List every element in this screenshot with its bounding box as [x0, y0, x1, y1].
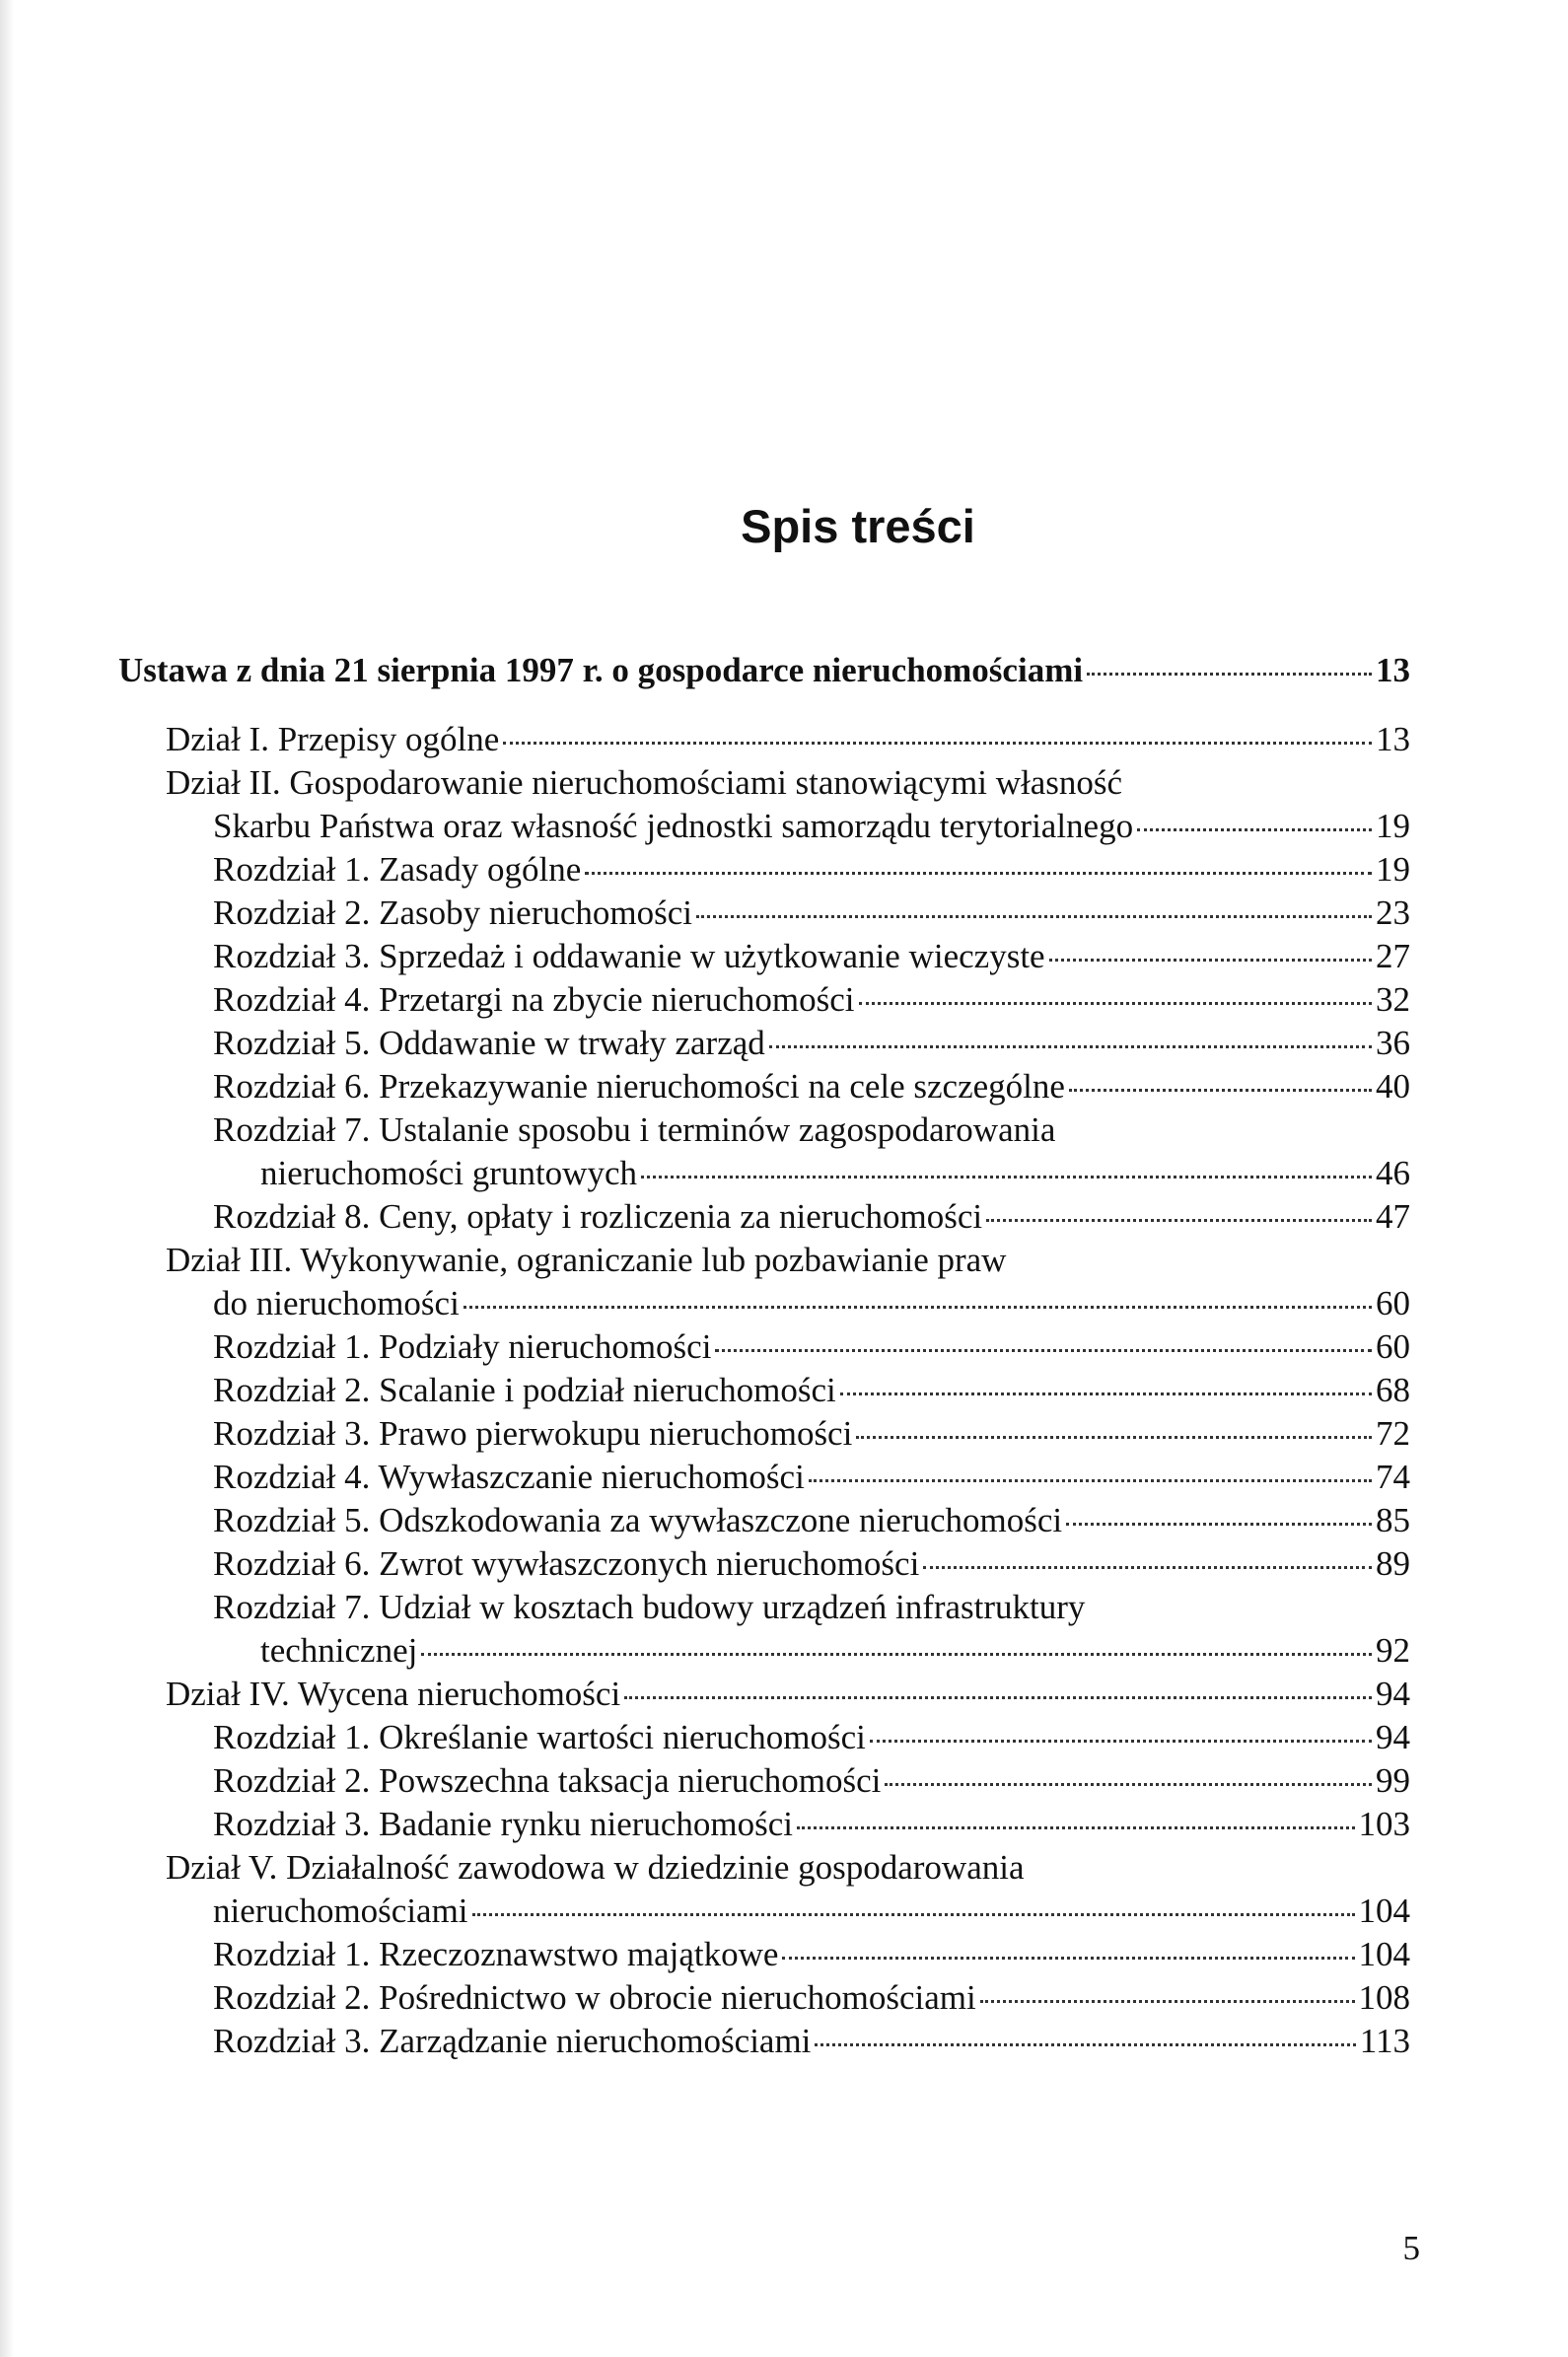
toc-entry-text: Rozdział 2. Pośrednictwo w obrocie nieruchomościami: [213, 1978, 976, 2017]
toc-entry-text: Rozdział 3. Sprzedaż i oddawanie w użytkowanie wieczyste: [213, 937, 1045, 975]
toc-entry-text: nieruchomości gruntowych: [260, 1154, 637, 1192]
toc-entry-page: 99: [1376, 1761, 1410, 1800]
toc-entry-text: Rozdział 2. Powszechna taksacja nieruchomości: [213, 1761, 882, 1800]
toc-leader-dots: [797, 1826, 1354, 1829]
toc-entry-section: [118, 1673, 1410, 1716]
toc-entry-chapter: [118, 1108, 1410, 1152]
toc-entry-chapter: [118, 1716, 1410, 1759]
toc-leader-dots: [782, 1957, 1354, 1960]
toc-entry-page: 36: [1376, 1024, 1410, 1062]
toc-entry-chapter: [118, 1195, 1410, 1239]
toc-entry-text: Rozdział 5. Odszkodowania za wywłaszczone nieruchomości: [213, 1501, 1063, 1539]
toc-entry-page: 27: [1376, 937, 1410, 975]
toc-entry-continuation: [118, 1629, 1410, 1673]
toc-entry-text: Dział IV. Wycena nieruchomości: [166, 1675, 621, 1713]
toc-leader-dots: [624, 1696, 1372, 1699]
toc-entry-chapter: [118, 1976, 1410, 2020]
toc-leader-dots: [715, 1349, 1372, 1352]
toc-leader-dots: [1137, 828, 1372, 831]
toc-entry-page: 60: [1376, 1327, 1410, 1366]
toc-leader-dots: [986, 1219, 1372, 1222]
toc-entry-text: Rozdział 7. Ustalanie sposobu i terminów zagospodarowania: [213, 1110, 1056, 1149]
toc-entry-text: Rozdział 1. Zasady ogólne: [213, 850, 582, 889]
toc-leader-dots: [641, 1176, 1372, 1178]
toc-entry-text: Rozdział 1. Rzeczoznawstwo majątkowe: [213, 1935, 779, 1973]
toc-entry-text: Dział III. Wykonywanie, ograniczanie lub pozbawianie praw: [166, 1241, 1007, 1279]
toc-leader-dots: [809, 1479, 1372, 1482]
toc-entry-act: [118, 649, 1410, 692]
page-number: 5: [1402, 2229, 1420, 2267]
toc-entry-text: Rozdział 1. Podziały nieruchomości: [213, 1327, 712, 1366]
toc-entry-page: 60: [1376, 1284, 1410, 1322]
toc-entry-text: Rozdział 6. Przekazywanie nieruchomości na cele szczególne: [213, 1067, 1065, 1106]
toc-entry-chapter: [118, 848, 1410, 892]
toc-leader-dots: [1087, 673, 1372, 676]
toc-entry-text: Rozdział 1. Określanie wartości nieruchomości: [213, 1718, 866, 1756]
toc-entry-text: Ustawa z dnia 21 sierpnia 1997 r. o gospodarce nieruchomościami: [118, 651, 1084, 689]
toc-entry-chapter: [118, 1369, 1410, 1412]
toc-leader-dots: [585, 872, 1372, 875]
toc-entry-page: 46: [1376, 1154, 1410, 1192]
toc-entry-page: 85: [1376, 1501, 1410, 1539]
table-of-contents: [118, 649, 1410, 2063]
toc-entry-section: [118, 1239, 1410, 1282]
toc-entry-chapter: [118, 1325, 1410, 1369]
toc-entry-text: Rozdział 3. Zarządzanie nieruchomościami: [213, 2022, 812, 2060]
toc-entry-page: 19: [1376, 807, 1410, 845]
toc-entry-chapter: [118, 1542, 1410, 1586]
toc-entry-page: 40: [1376, 1067, 1410, 1106]
toc-entry-page: 23: [1376, 893, 1410, 932]
toc-entry-chapter: [118, 1933, 1410, 1976]
toc-entry-text: Skarbu Państwa oraz własność jednostki samorządu terytorialnego: [213, 807, 1134, 845]
toc-entry-text: Rozdział 7. Udział w kosztach budowy urządzeń infrastruktury: [213, 1588, 1086, 1626]
toc-entry-text: Rozdział 2. Zasoby nieruchomości: [213, 893, 692, 932]
toc-entry-page: 113: [1359, 2022, 1410, 2060]
toc-entry-text: Rozdział 3. Prawo pierwokupu nieruchomości: [213, 1414, 853, 1453]
toc-leader-dots: [856, 1436, 1372, 1439]
toc-entry-section: [118, 761, 1410, 805]
toc-entry-chapter: [118, 1759, 1410, 1803]
toc-entry-chapter: [118, 1065, 1410, 1108]
toc-entry-page: 13: [1376, 720, 1410, 758]
toc-leader-dots: [815, 2043, 1355, 2046]
toc-leader-dots: [840, 1393, 1372, 1395]
toc-entry-page: 103: [1358, 1805, 1410, 1843]
toc-leader-dots: [421, 1653, 1372, 1656]
toc-entry-page: 74: [1376, 1458, 1410, 1496]
toc-entry-text: Rozdział 3. Badanie rynku nieruchomości: [213, 1805, 794, 1843]
toc-entry-chapter: [118, 978, 1410, 1022]
toc-entry-chapter: [118, 1586, 1410, 1629]
toc-entry-chapter: [118, 2020, 1410, 2063]
toc-entry-continuation: [118, 1282, 1410, 1325]
toc-leader-dots: [1049, 959, 1372, 962]
toc-entry-text: Rozdział 5. Oddawanie w trwały zarząd: [213, 1024, 765, 1062]
toc-entry-chapter: [118, 1456, 1410, 1499]
toc-entry-text: technicznej: [260, 1631, 418, 1670]
toc-entry-text: Dział I. Przepisy ogólne: [166, 720, 500, 758]
toc-entry-page: 13: [1376, 651, 1410, 689]
toc-leader-dots: [769, 1045, 1372, 1048]
toc-entry-page: 94: [1376, 1718, 1410, 1756]
toc-entry-continuation: [118, 1890, 1410, 1933]
toc-leader-dots: [923, 1566, 1372, 1569]
toc-entry-section: [118, 1846, 1410, 1890]
toc-entry-text: Rozdział 2. Scalanie i podział nieruchomości: [213, 1371, 836, 1409]
toc-leader-dots: [1069, 1089, 1372, 1092]
toc-entry-continuation: [118, 805, 1410, 848]
toc-leader-dots: [503, 742, 1372, 745]
toc-entry-page: 68: [1376, 1371, 1410, 1409]
page-title: Spis treści: [741, 500, 975, 552]
toc-entry-chapter: [118, 1803, 1410, 1846]
toc-entry-page: 72: [1376, 1414, 1410, 1453]
toc-leader-dots: [472, 1913, 1355, 1916]
toc-entry-page: 32: [1376, 980, 1410, 1019]
toc-entry-chapter: [118, 1412, 1410, 1456]
toc-entry-chapter: [118, 935, 1410, 978]
page-binding-shadow: [0, 0, 14, 2357]
toc-leader-dots: [980, 2000, 1355, 2003]
toc-entry-chapter: [118, 1022, 1410, 1065]
toc-entry-page: 104: [1358, 1892, 1410, 1930]
toc-entry-page: 92: [1376, 1631, 1410, 1670]
toc-entry-text: Rozdział 8. Ceny, opłaty i rozliczenia za nieruchomości: [213, 1197, 983, 1236]
toc-entry-text: do nieruchomości: [213, 1284, 460, 1322]
toc-leader-dots: [463, 1306, 1372, 1309]
toc-entry-text: Rozdział 4. Przetargi na zbycie nieruchomości: [213, 980, 855, 1019]
toc-entry-continuation: [118, 1152, 1410, 1195]
toc-entry-page: 89: [1376, 1544, 1410, 1583]
toc-entry-page: 19: [1376, 850, 1410, 889]
toc-leader-dots: [1066, 1523, 1372, 1526]
toc-entry-chapter: [118, 1499, 1410, 1542]
toc-entry-text: Dział II. Gospodarowanie nieruchomościami stanowiącymi własność: [166, 763, 1123, 802]
toc-entry-page: 94: [1376, 1675, 1410, 1713]
toc-entry-text: nieruchomościami: [213, 1892, 468, 1930]
toc-entry-text: Rozdział 6. Zwrot wywłaszczonych nieruchomości: [213, 1544, 920, 1583]
toc-leader-dots: [870, 1740, 1372, 1743]
toc-entry-page: 104: [1358, 1935, 1410, 1973]
toc-leader-dots: [696, 915, 1372, 918]
toc-leader-dots: [885, 1783, 1372, 1786]
toc-leader-dots: [859, 1002, 1372, 1005]
toc-entry-text: Dział V. Działalność zawodowa w dziedzinie gospodarowania: [166, 1848, 1025, 1887]
toc-entry-section: [118, 718, 1410, 761]
toc-entry-page: 108: [1358, 1978, 1410, 2017]
toc-entry-page: 47: [1376, 1197, 1410, 1236]
toc-entry-text: Rozdział 4. Wywłaszczanie nieruchomości: [213, 1458, 805, 1496]
toc-entry-chapter: [118, 892, 1410, 935]
